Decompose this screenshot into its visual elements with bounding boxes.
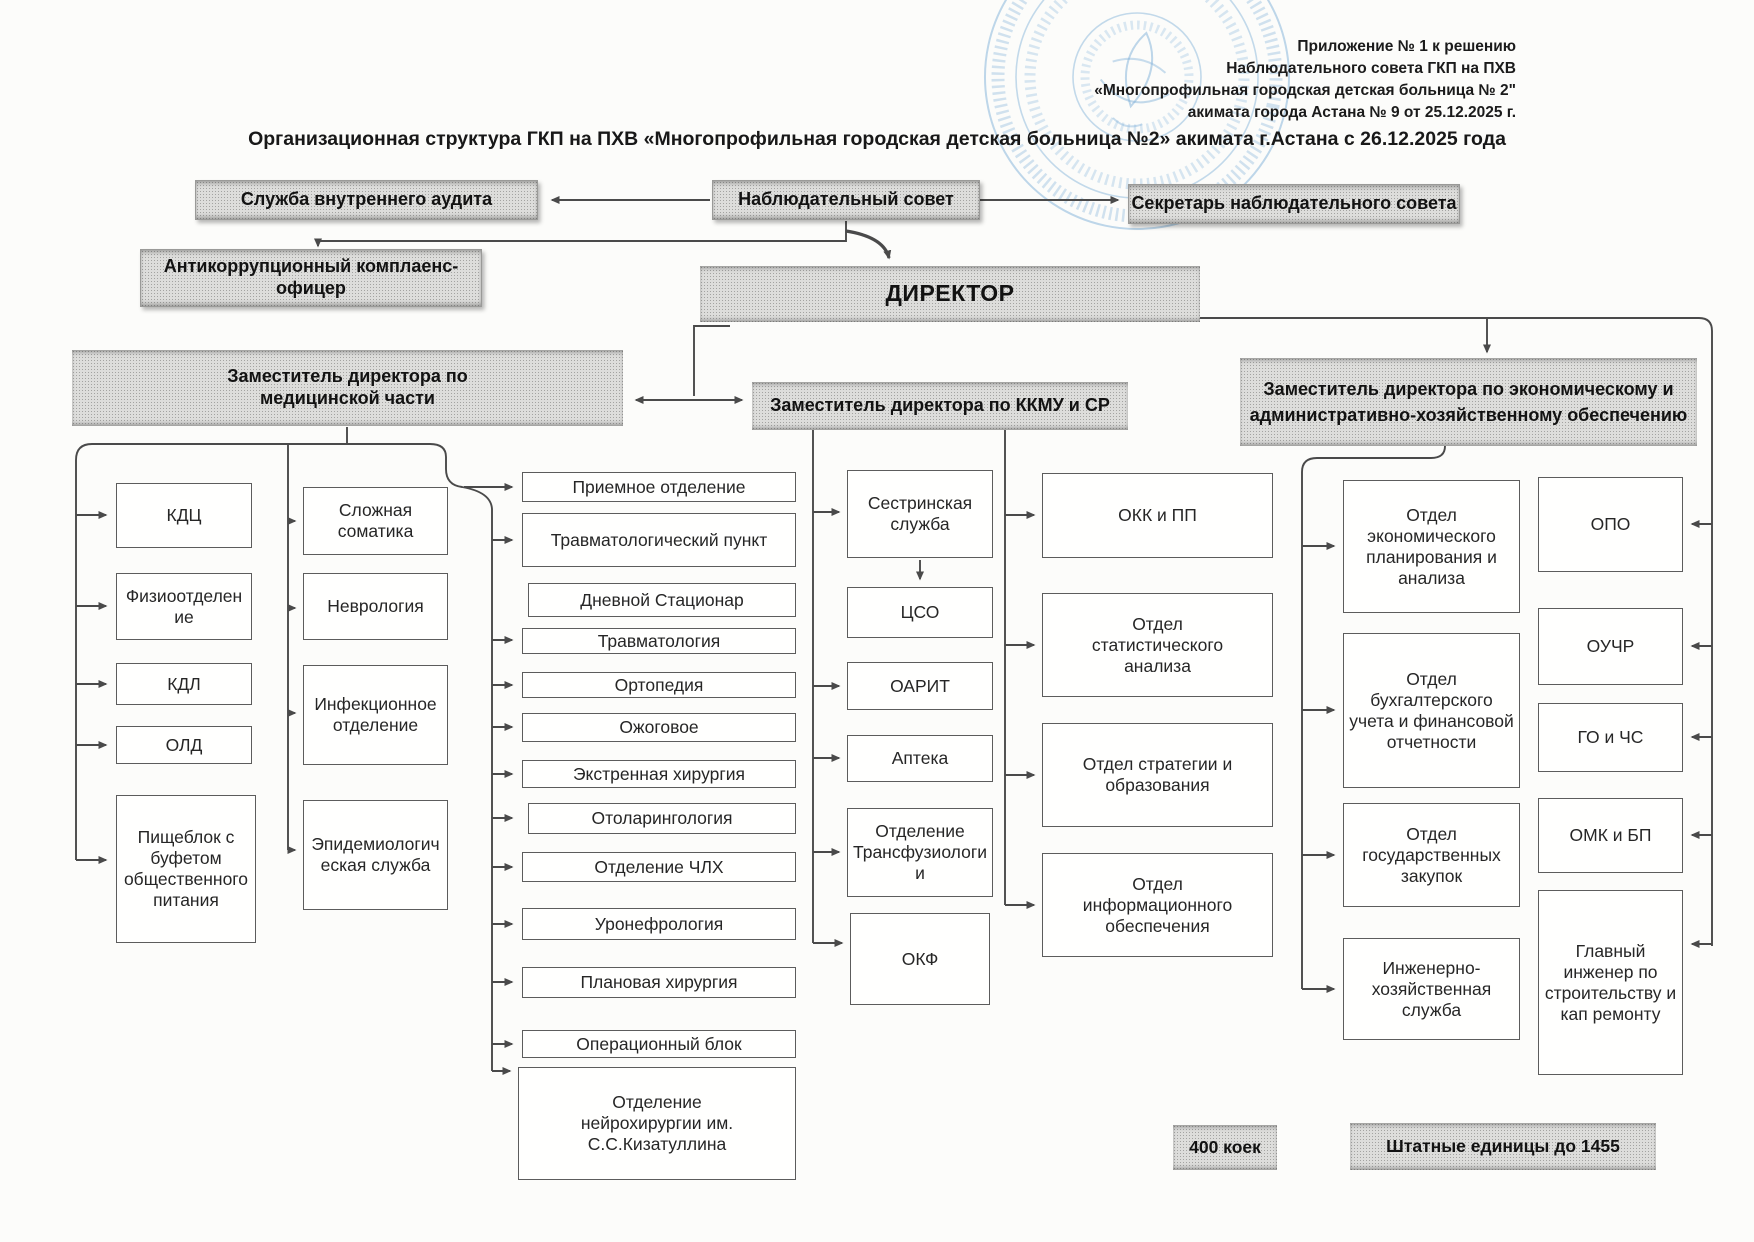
org-unit-box: Дневной Стационар (528, 583, 796, 617)
page-title: Организационная структура ГКП на ПХВ «Многопрофильная городская детская больница №2» акимата г.Астана с 26.12.2025 года (248, 128, 1506, 150)
org-unit-box: Отдел государственных закупок (1343, 803, 1520, 907)
org-unit-box: Отдел экономического планирования и анализа (1343, 480, 1520, 613)
org-unit-box: ЦСО (847, 587, 993, 638)
org-unit-box: Плановая хирургия (522, 967, 796, 998)
org-unit-box: Сестринская служба (847, 470, 993, 558)
deputy-kkmu-box: Заместитель директора по ККМУ и СР (752, 382, 1128, 430)
beds-count-badge: 400 коек (1173, 1125, 1277, 1170)
org-unit-box: Отделение Трансфузиологии (847, 808, 993, 897)
org-unit-box: ОКК и ПП (1042, 473, 1273, 558)
org-unit-box (1042, 723, 1273, 827)
org-unit-box: Отоларингология (528, 803, 796, 834)
org-unit-box: Травматологический пункт (522, 513, 796, 567)
appendix-line: «Многопрофильная городская детская больница № 2" (1094, 82, 1516, 99)
org-unit-box: Аптека (847, 735, 993, 782)
appendix-note (996, 36, 1516, 124)
org-unit-box: Неврология (303, 573, 448, 640)
org-unit-box: ГО и ЧС (1538, 703, 1683, 772)
org-unit-box (1042, 593, 1273, 697)
org-unit-box: Отделение ЧЛХ (522, 852, 796, 882)
org-unit-box: Пищеблок с буфетом общественного питания (116, 795, 256, 943)
org-unit-box: Экстренная хирургия (522, 760, 796, 788)
org-unit-box: Отдел бухгалтерского учета и финансовой отчетности (1343, 633, 1520, 788)
org-unit-box: Инженерно-хозяйственная служба (1343, 938, 1520, 1040)
org-unit-box: Сложная соматика (303, 487, 448, 555)
director-box: ДИРЕКТОР (700, 266, 1200, 322)
supervisory-board-box: Наблюдательный совет (712, 180, 980, 220)
org-unit-box: ОАРИТ (847, 662, 993, 710)
org-unit-box: Приемное отделение (522, 472, 796, 502)
org-unit-box: ОПО (1538, 477, 1683, 572)
org-unit-box: КДЦ (116, 483, 252, 548)
org-unit-box (518, 1067, 796, 1180)
org-unit-box: Ортопедия (522, 672, 796, 698)
org-unit-box: ОУЧР (1538, 608, 1683, 685)
org-unit-box: Операционный блок (522, 1030, 796, 1058)
org-unit-box: Главный инженер по строительству и кап ремонту (1538, 890, 1683, 1075)
org-unit-box: ОМК и БП (1538, 798, 1683, 873)
appendix-line: Наблюдательного совета ГКП на ПХВ (1226, 60, 1516, 77)
org-unit-box: ОЛД (116, 726, 252, 764)
org-unit-box: Эпидемиологическая служба (303, 800, 448, 910)
org-unit-box: Физиоотделение (116, 573, 252, 640)
internal-audit-box: Служба внутреннего аудита (195, 180, 538, 220)
org-unit-box: ОКФ (850, 913, 990, 1005)
appendix-line: Приложение № 1 к решению (1297, 38, 1516, 55)
appendix-line: акимата города Астана № 9 от 25.12.2025 г. (1187, 104, 1516, 121)
deputy-medical-label: Заместитель директора по медицинской части (227, 366, 468, 408)
org-unit-box (1042, 853, 1273, 957)
org-unit-label: Отдел информационного обеспечения (1082, 873, 1233, 936)
org-unit-box: Травматология (522, 628, 796, 654)
org-unit-label: Отдел стратегии и образования (1082, 754, 1233, 795)
org-unit-box: КДЛ (116, 663, 252, 705)
org-unit-box: Инфекционное отделение (303, 665, 448, 765)
org-unit-label: Отдел статистического анализа (1091, 613, 1224, 676)
staff-count-badge: Штатные единицы до 1455 (1350, 1123, 1656, 1170)
anticorruption-officer-box: Антикоррупционный комплаенс-офицер (140, 249, 482, 307)
org-unit-box: Уронефрология (522, 908, 796, 940)
deputy-economic-box: Заместитель директора по экономическому и административно-хозяйственному обеспечению (1240, 358, 1697, 446)
org-unit-box: Ожоговое (522, 713, 796, 742)
board-secretary-box: Секретарь наблюдательного совета (1128, 184, 1460, 224)
deputy-medical-box (72, 350, 623, 426)
org-unit-label: Отделение нейрохирургии им. С.С.Кизатуллина (580, 1092, 734, 1154)
